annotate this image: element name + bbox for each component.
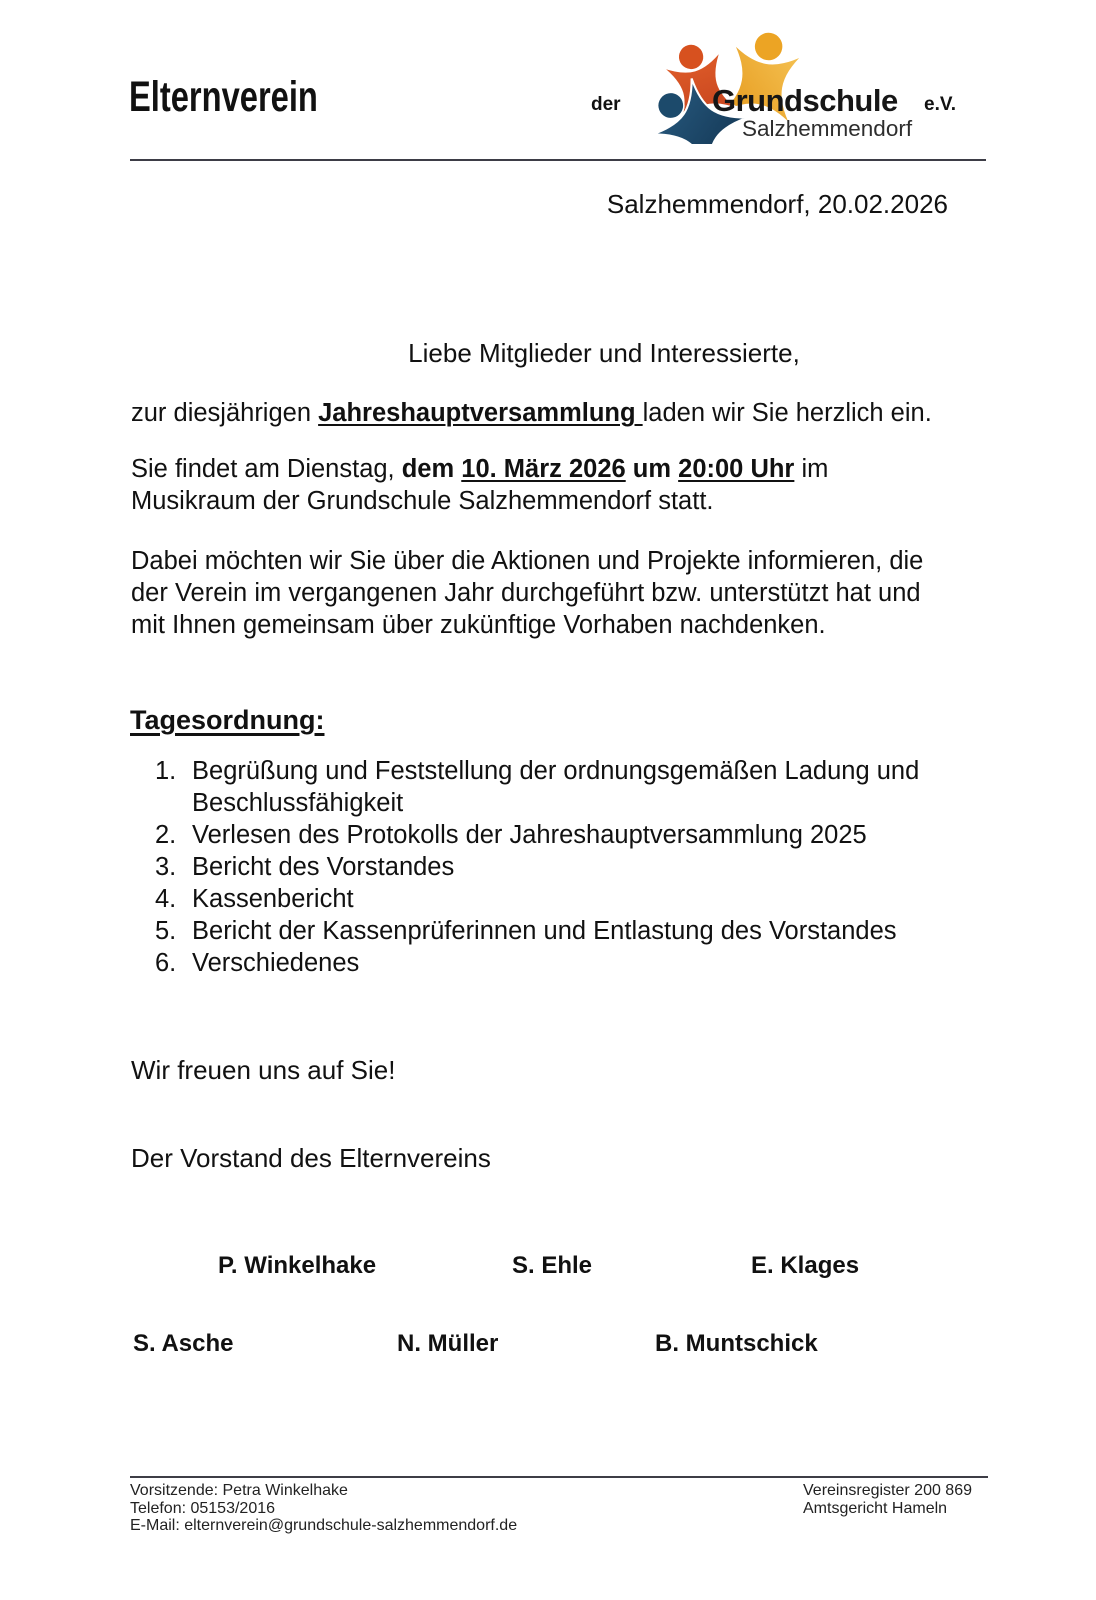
agenda-item-text: Begrüßung und Feststellung der ordnungsgemäßen Ladung und Beschlussfähigkeit bbox=[192, 757, 920, 817]
date-line: Salzhemmendorf, 20.02.2026 bbox=[606, 189, 948, 219]
about-line: der Verein im vergangenen Jahr durchgeführt bzw. unterstützt hat und bbox=[131, 579, 921, 607]
about-line: Dabei möchten wir Sie über die Aktionen und Projekte informieren, die bbox=[131, 547, 924, 575]
agenda-item bbox=[130, 755, 952, 819]
footer-court-line: Amtsgericht Hameln bbox=[803, 1499, 948, 1517]
signature-name: P. Winkelhake bbox=[218, 1252, 377, 1279]
logo-school-place: Salzhemmendorf bbox=[742, 116, 913, 141]
agenda-item bbox=[130, 851, 952, 883]
agenda-item-text: Kassenbericht bbox=[192, 885, 354, 913]
agenda-item-text: Bericht der Kassenprüferinnen und Entlastung des Vorstandes bbox=[192, 917, 897, 945]
meeting-details-line2: Musikraum der Grundschule Salzhemmendorf statt. bbox=[131, 487, 714, 515]
about-line: mit Ihnen gemeinsam über zukünftige Vorhaben nachdenken. bbox=[131, 611, 826, 639]
logo-wordmark bbox=[712, 85, 912, 141]
signature-name: B. Muntschick bbox=[655, 1330, 818, 1357]
header-divider bbox=[130, 159, 986, 161]
agenda-item-number: 2. bbox=[155, 821, 177, 849]
meeting-date-prefix: dem bbox=[401, 455, 462, 483]
agenda-item-text: Verschiedenes bbox=[192, 949, 360, 977]
footer-register-line: Vereinsregister 200 869 bbox=[803, 1482, 972, 1499]
agenda-item-number: 1. bbox=[155, 757, 177, 785]
intro-text-post: laden wir Sie herzlich ein. bbox=[642, 399, 932, 427]
footer-phone-line: Telefon: 05153/2016 bbox=[130, 1499, 276, 1517]
intro-paragraph bbox=[131, 397, 932, 429]
footer-divider bbox=[130, 1476, 988, 1478]
footer-chairwoman-line: Vorsitzende: Petra Winkelhake bbox=[130, 1482, 348, 1499]
about-paragraph bbox=[131, 545, 923, 641]
signoff-line: Der Vorstand des Elternvereins bbox=[131, 1143, 491, 1173]
agenda-item-number: 6. bbox=[155, 949, 177, 977]
footer-email-line: E-Mail: elternverein@grundschule-salzhemmendorf.de bbox=[130, 1517, 518, 1534]
footer-contact-block bbox=[130, 1482, 517, 1535]
agenda-list bbox=[130, 755, 952, 979]
org-suffix-text: e.V. bbox=[924, 94, 957, 115]
intro-text-pre: zur diesjährigen bbox=[131, 399, 319, 427]
footer-register-block bbox=[803, 1482, 972, 1517]
signature-name: S. Asche bbox=[133, 1330, 234, 1357]
agenda-item bbox=[130, 947, 952, 979]
agenda-item bbox=[130, 915, 952, 947]
agenda-item-number: 3. bbox=[155, 853, 177, 881]
signature-name: E. Klages bbox=[751, 1252, 860, 1279]
signature-name: N. Müller bbox=[397, 1330, 499, 1357]
agenda-item bbox=[130, 883, 952, 915]
closing-line: Wir freuen uns auf Sie! bbox=[131, 1055, 396, 1085]
meeting-time: 20:00 Uhr bbox=[678, 455, 795, 483]
meeting-date: 10. März 2026 bbox=[461, 455, 626, 483]
logo-school-name: Grundschule bbox=[712, 83, 898, 118]
signature-name: S. Ehle bbox=[512, 1252, 593, 1279]
agenda-item-text: Bericht des Vorstandes bbox=[192, 853, 455, 881]
agenda-heading: Tagesordnung: bbox=[130, 705, 325, 735]
meeting-name-emphasis: Jahreshauptversammlung bbox=[318, 399, 643, 427]
agenda-item-number: 4. bbox=[155, 885, 177, 913]
logo-connector-text: der bbox=[591, 94, 621, 115]
agenda-item bbox=[130, 819, 952, 851]
agenda-item-number: 5. bbox=[155, 917, 177, 945]
meeting-details-line1: Sie findet am Dienstag, dem 10. März 2026 um 20:00 Uhr im bbox=[131, 455, 829, 483]
org-name-title: Elternverein bbox=[129, 73, 318, 121]
salutation: Liebe Mitglieder und Interessierte, bbox=[408, 338, 800, 368]
agenda-item-text: Verlesen des Protokolls der Jahreshauptversammlung 2025 bbox=[192, 821, 867, 849]
meeting-details-paragraph bbox=[131, 453, 828, 517]
